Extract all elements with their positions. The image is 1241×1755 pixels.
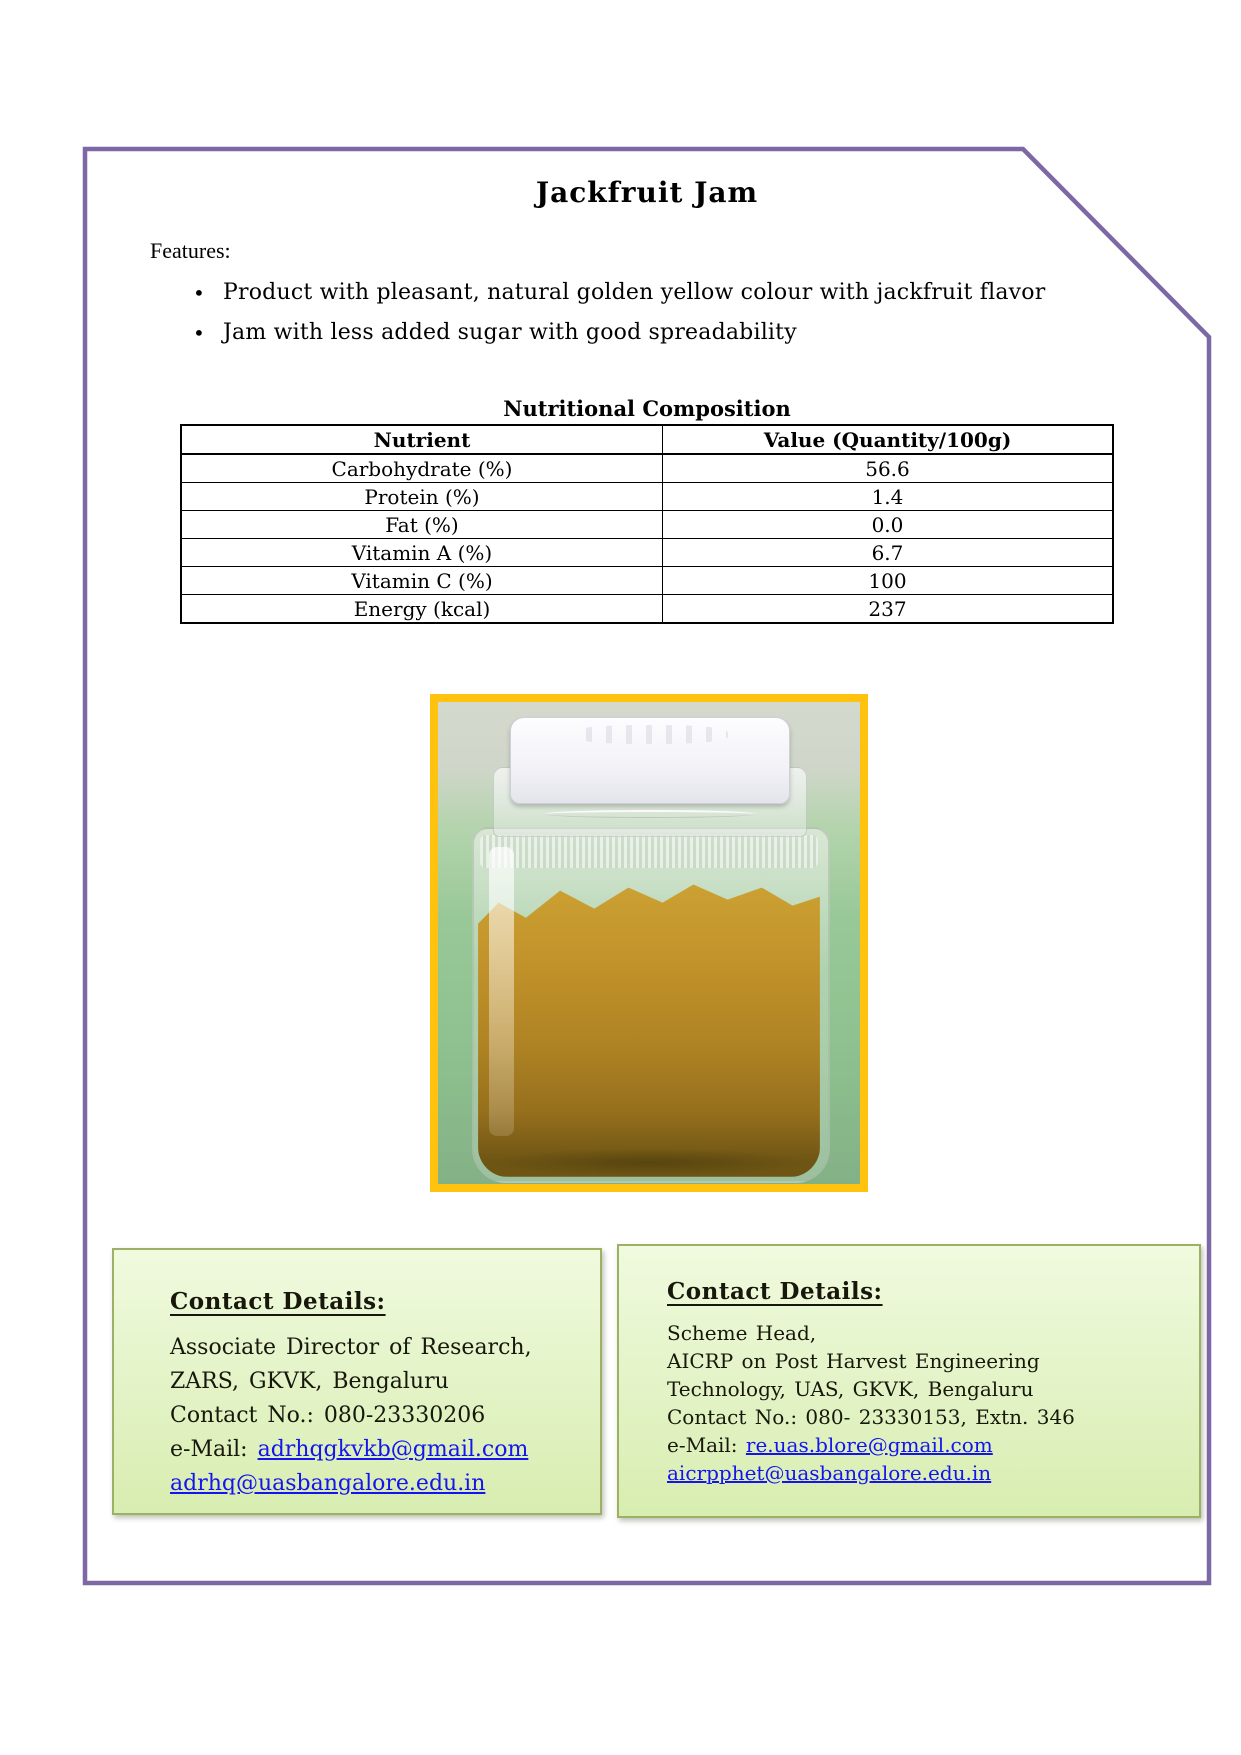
table-header-row (181, 425, 1113, 454)
contact-heading: Contact Details: (170, 1288, 386, 1315)
bullet-icon: • (193, 281, 205, 305)
email-link[interactable]: aicrpphet@uasbangalore.edu.in (667, 1461, 992, 1485)
email-link[interactable]: re.uas.blore@gmail.com (745, 1433, 993, 1457)
jar-lid (510, 717, 791, 803)
contact-lines (667, 1319, 1199, 1487)
glass-rim-highlight (544, 810, 756, 818)
bullet-icon: • (193, 321, 205, 345)
table-row (181, 595, 1113, 624)
glass-shine (489, 847, 514, 1136)
features-label: Features: (150, 238, 231, 263)
email-link[interactable]: adrhq@uasbangalore.edu.in (170, 1471, 486, 1496)
jam-contents (478, 876, 820, 1177)
table-row (181, 454, 1113, 483)
contact-line: AICRP on Post Harvest Engineering (667, 1349, 1040, 1373)
table-row (181, 567, 1113, 595)
nutrient-cell: Energy (kcal) (181, 595, 662, 624)
email-prefix: e-Mail: (170, 1437, 258, 1462)
table-row (181, 511, 1113, 539)
value-cell: 1.4 (662, 483, 1113, 511)
nutrient-cell: Vitamin C (%) (181, 567, 662, 595)
contact-box-research-director (112, 1248, 602, 1515)
contact-line: ZARS, GKVK, Bengaluru (170, 1369, 449, 1394)
value-cell: 6.7 (662, 539, 1113, 567)
contact-email-line (667, 1431, 1199, 1459)
jam-jar-photo (430, 694, 868, 1192)
contact-email-line (170, 1467, 600, 1501)
table-row (181, 539, 1113, 567)
lid-emboss (572, 725, 728, 744)
feature-text: Product with pleasant, natural golden yellow colour with jackfruit flavor (223, 280, 1046, 305)
value-cell: 237 (662, 595, 1113, 624)
contact-email-line (667, 1459, 1199, 1487)
contact-line: Scheme Head, (667, 1321, 817, 1345)
nutrient-cell: Protein (%) (181, 483, 662, 511)
value-cell: 0.0 (662, 511, 1113, 539)
value-cell: 56.6 (662, 454, 1113, 483)
column-header-value: Value (Quantity/100g) (662, 425, 1113, 454)
nutrient-cell: Vitamin A (%) (181, 539, 662, 567)
nutrient-cell: Carbohydrate (%) (181, 454, 662, 483)
contact-email-line (170, 1433, 600, 1467)
features-list (193, 280, 1045, 360)
value-cell: 100 (662, 567, 1113, 595)
feature-item (193, 320, 1045, 346)
column-header-nutrient: Nutrient (181, 425, 662, 454)
contact-line: Technology, UAS, GKVK, Bengaluru (667, 1377, 1034, 1401)
jar-shadow (489, 1148, 810, 1177)
feature-item (193, 280, 1045, 306)
email-prefix: e-Mail: (667, 1433, 746, 1457)
nutrition-table (180, 424, 1114, 624)
table-row (181, 483, 1113, 511)
contact-line: Contact No.: 080- 23330153, Extn. 346 (667, 1405, 1075, 1429)
feature-text: Jam with less added sugar with good spreadability (223, 320, 797, 345)
email-link[interactable]: adrhqgkvkb@gmail.com (257, 1437, 529, 1462)
jar-thread-band (480, 835, 818, 869)
contact-heading: Contact Details: (667, 1278, 883, 1305)
contact-line: Contact No.: 080-23330206 (170, 1403, 486, 1428)
page-title: Jackfruit Jam (535, 176, 759, 209)
nutrition-table-title: Nutritional Composition (503, 396, 791, 421)
contact-line: Associate Director of Research, (170, 1335, 532, 1360)
contact-lines (170, 1331, 600, 1501)
contact-box-scheme-head (617, 1244, 1201, 1518)
nutrient-cell: Fat (%) (181, 511, 662, 539)
